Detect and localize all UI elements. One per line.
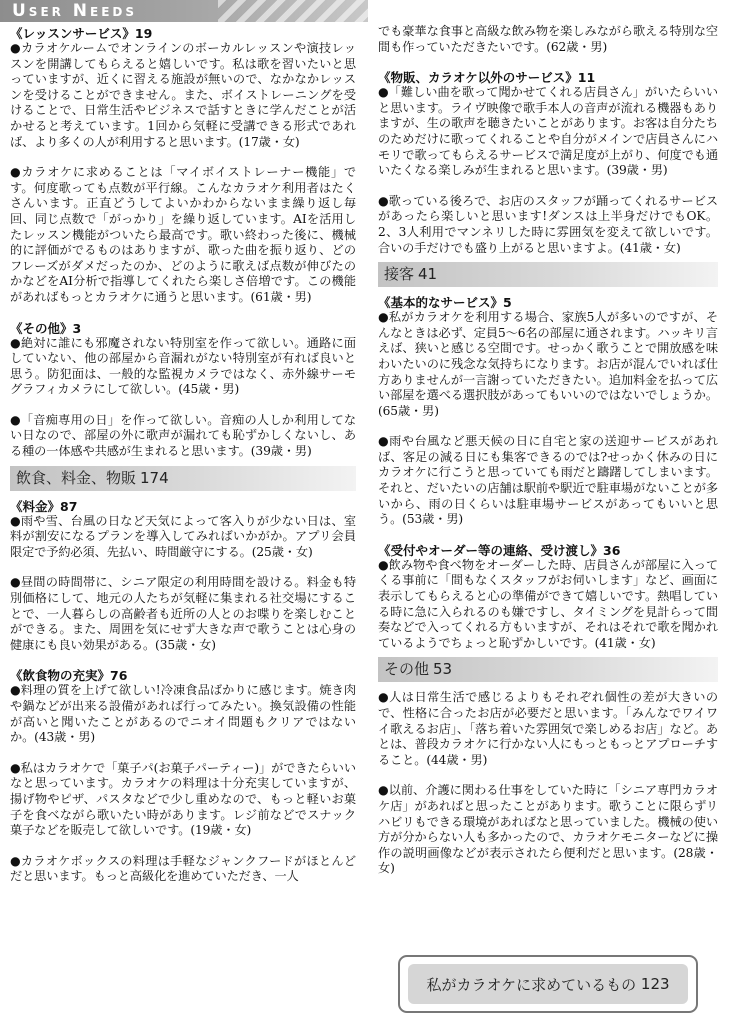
section-service-title: 接客: [384, 265, 415, 284]
food-item-3-continued: でも豪華な食事と高級な飲み物を楽しみながら歌える特別な空間も作っていただきたいです。(62歳・男): [378, 24, 718, 54]
order-heading: 《受付やオーダー等の連絡、受け渡し》36: [378, 542, 621, 558]
basic-item-2: ●雨や台風など悪天候の日に自宅と家の送迎サービスがあれば、客足の減る日にも集客できるのでは?せっかく休みの日にカラオケに行こうと思っていても雨だと躊躇してしまいます。それと、だいたいの店舗は駅前や駅近で駐車場がないことが多いから、雨の日くらいは駐車場サービスがあってもいいと思う。(53歳・男): [378, 434, 718, 527]
footer-count: 123: [640, 975, 670, 993]
section-band-service: [378, 262, 718, 287]
price-heading: 《料金》87: [10, 498, 78, 514]
other2-item-2: ●以前、介護に関わる仕事をしていた時に「シニア専門カラオケ店」があればと思ったことがあります。歌うことに限らずリハビリもできる環境があればなと思っていました。機械の使い方が分からない人も多かったので、カラオケモニターなどに操作の説明画像などが表示されたら便利だと思います。(28歳・女): [378, 783, 718, 876]
lesson-item-1: ●カラオケルームでオンラインのボーカルレッスンや演技レッスンを開講してもらえると嬉しいです。私は歌を習いたいと思っていますが、近くに習える施設が無いので、なかなかレッスンを受けることができません。また、ボイストレーニングを受けることで、日常生活やビジネスで話すときに学んだことが活かせると考えています。1回から気軽に受講できる形式であれば、より多くの人が利用すると思います。(17歳・女): [10, 41, 356, 149]
other-item-2: ●「音痴専用の日」を作って欲しい。音痴の人しか利用してない日なので、部屋の外に歌声が漏れても恥ずかしくないし、ある種の一体感や共感が生まれると思います。(39歳・男): [10, 412, 356, 459]
section-other-title: その他: [384, 660, 430, 679]
right-column: [378, 24, 718, 877]
page-header-title: User Needs: [12, 1, 138, 21]
food-item-1: ●料理の質を上げて欲しい!冷凍食品ばかりに感じます。焼き肉や鍋などが出来る設備があれば行ってみたい。換気設備の性能が高いと聞いたことがあるのでニオイ問題もクリアではないか。(43歳・男): [10, 683, 356, 745]
header-stripe-decoration: [218, 0, 368, 22]
other-item-1: ●絶対に誰にも邪魔されない特別室を作って欲しい。通路に面していない、他の部屋から音漏れがない特別室が有れば良いと思う。防犯面は、一般的な監視カメラではなく、赤外線サーモグラフィカメラにして欲しい。(45歳・男): [10, 335, 356, 397]
merch-item-2: ●歌っている後ろで、お店のスタッフが踊ってくれるサービスがあったら楽しいと思います!ダンスは上半身だけでもOK。2、3人利用でマンネリした時に雰囲気を変えて欲しいです。合いの手だけでも盛り上がると思いますよ。(41歳・女): [378, 193, 718, 255]
food-heading: 《飲食物の充実》76: [10, 668, 128, 684]
footer-title-box: [398, 955, 698, 1013]
basic-heading: 《基本的なサービス》5: [378, 295, 512, 311]
food-item-3: ●カラオケボックスの料理は手軽なジャンクフードがほとんどだと思います。もっと高級化を進めていただき、一人: [10, 853, 356, 884]
basic-item-1: ●私がカラオケを利用する場合、家族5人が多いのですが、そんなときは必ず、定員5〜6名の部屋に通されます。ハッキリ言えば、狭いと感じる空間です。せっかく歌うことで開放感を味わいたいのに残念な気持ちになります。お店が混んでいれば仕方ありませんが一言謝っていただきたい。追加料金を払って広い部屋を選べる選択肢があってもいいのではないでしょうか。(65歳・男): [378, 310, 718, 418]
left-column: [10, 26, 356, 885]
page-header: [0, 0, 368, 22]
section-other-count: 53: [433, 660, 453, 679]
order-item-1: ●飲み物や食べ物をオーダーした時、店員さんが部屋に入ってくる事前に「間もなくスタッフがお伺いします」など、画面に表示してもらえると心の準備ができて嬉しいです。熱唱している時に急に入られるのも嫌ですし、タイミングを見計らって間奏などで入ってくれる方もいますが、それはそれで歌を聞かれているようでちょっと恥ずかしいです。(41歳・女): [378, 557, 718, 650]
section-food-count: 174: [140, 468, 169, 487]
footer-title-inner: [408, 964, 688, 1004]
price-item-2: ●昼間の時間帯に、シニア限定の利用時間を設ける。料金も特別価格にして、地元の人たちが気軽に集まれる社交場にすることで、一人暮らしの高齢者も近所の人とのお喋りを楽しむことができる。また、周囲を気にせず大きな声で歌うことは心身の健康にも良い効果がある。(35歳・女): [10, 575, 356, 652]
section-band-other: [378, 657, 718, 682]
lesson-heading: 《レッスンサービス》19: [10, 26, 153, 41]
price-item-1: ●雨や雪、台風の日など天気によって客入りが少ない日は、室料が割安になるプランを導入してみればいかがか。アプリ会員限定で予約必須、先払い、時間厳守にする。(25歳・女): [10, 513, 356, 559]
section-food-title: 飲食、料金、物販: [16, 468, 137, 487]
lesson-item-2: ●カラオケに求めることは「マイボイストレーナー機能」です。何度歌っても点数が平行線。こんなカラオケ利用者はたくさんいます。正直どうしてよいかわからないまま繰り返し毎回、同じ点数で「がっかり」を繰り返しています。AIを活用したレッスン機能がついたら最高です。歌い終わった後に、機械的に評価がでるものはありますが、歌った曲を振り返り、どのフレーズがダメだったのか、どのように歌えば点数が伸びたのかなどをAI分析で指導してくれたら楽しさ倍増です。この機能があればもっとカラオケに通うと思います。(61歳・男): [10, 165, 356, 304]
section-band-food: [10, 466, 356, 491]
food-item-2: ●私はカラオケで「菓子パ(お菓子パーティー)」ができたらいいなと思っています。カラオケの料理は十分充実していますが、揚げ物やピザ、パスタなどで少し重めなので、もっと軽いお菓子を食べながら歌いたい時があります。レジ前などでスナック菓子などを販売して欲しいです。(19歳・女): [10, 760, 356, 838]
merch-heading: 《物販、カラオケ以外のサービス》11: [378, 70, 596, 86]
section-service-count: 41: [418, 265, 438, 284]
merch-item-1: ●「難しい曲を歌って聞かせてくれる店員さん」がいたらいいと思います。ライヴ映像で歌手本人の音声が流れる機器もありますが、生の歌声を聴きたいことがあります。お客は自分たちのためだけに歌ってくれることや自分がメインで店員さんにハモリで歌ってもらえるサービスで満足度が上がり、何度でも通いたくなる楽しみが生まれると思います。(39歳・男): [378, 85, 718, 178]
other2-item-1: ●人は日常生活で感じるよりもそれぞれ個性の差が大きいので、性格に合ったお店が必要だと思います。「みんなでワイワイ歌えるお店」、「落ち着いた雰囲気で楽しめるお店」など。あとは、普段カラオケに行かない人にもっともっとアプローチすること。(44歳・男): [378, 690, 718, 767]
footer-title: 私がカラオケに求めているもの: [426, 975, 637, 994]
other-heading: 《その他》3: [10, 320, 82, 336]
